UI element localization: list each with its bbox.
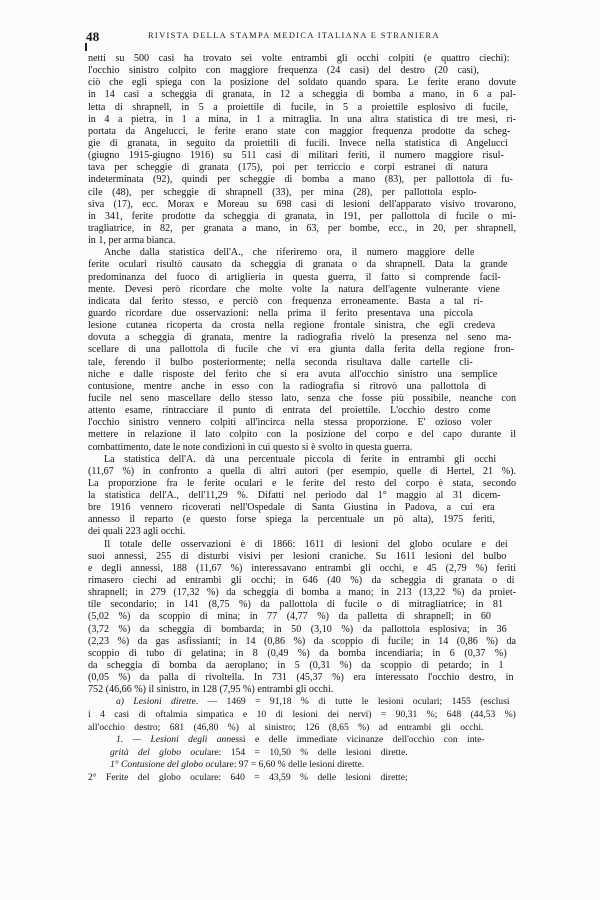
text-line: siva (17), ecc. Morax e Moreau su 698 casi di lesioni dell'apparato visivo trovarono, xyxy=(88,198,516,210)
text-line: (11,67 %) in confronto a quella di altri autori (per esempio, quelle di Hertel, 21 %). xyxy=(88,465,516,477)
text-line: combattimento, date le note condizioni in cui questo si è svolto in questa guerra. xyxy=(88,441,413,453)
text-line: tava per scheggie di granata (175), poi per terriccio e corpi estranei di natura xyxy=(88,162,488,174)
line-text: e. — 1469 = 91,18 % di tutte le lesioni oculari; 1455 (esclusi xyxy=(191,696,510,708)
text-line: lesione cutanea ricoperta da crosta nella regione frontale sinistra, che egli credeva xyxy=(88,320,496,332)
text-line: (3,72 %) da scheggia di bombarda; in 50 (3,10 %) da pallottola esplosiva; in 36 xyxy=(88,623,507,635)
text-line: shrapnell; in 279 (17,32 %) da scheggia di bomba a mano; in 213 (13,22 %) da proiet- xyxy=(88,587,516,599)
text-line: attento esame, rintracciare il punto di entrata del proiettile. L'occhio destro come xyxy=(88,405,491,417)
italic-heading: a) Lesioni dirett xyxy=(116,696,192,708)
text-line: letta di shrapnell, in 5 a proiettile di fucile, in 5 a proiettile esplosivo di fucile, xyxy=(88,101,509,113)
text-line: cile (48), per scheggie di shrapnell (33), per mina (28), per pallottola esplo- xyxy=(88,186,477,198)
text-line: Il totale delle osservazioni è di 1866: 1611 di lesioni del globo oculare e dei xyxy=(104,538,508,550)
text-line: da scheggia di bomba da aeroplano; in 5 (0,31 %) da scoppio di petardo; in 1 xyxy=(88,660,504,672)
text-line: (giugno 1915-giugno 1916) su 511 casi di militari feriti, il numero maggiore risul- xyxy=(88,150,504,162)
text-line: gie di granata, in seguito da proiettili di fucili. Invece nella statistica di Angelucci xyxy=(88,137,508,149)
text-line: tragliatrice, in 82, per granata a mano, in 63, per bombe, ecc., in 20, per shrapnell, xyxy=(88,222,516,234)
text-line: in 4 a pietra, in 1 a mina, in 1 a mitraglia. In una altra statistica di tre mesi, ri- xyxy=(88,113,516,125)
text-line: netti su 500 casi ha trovato sei volte entrambi gli occhi colpiti (e quattro ciechi): xyxy=(88,53,510,64)
text-line: 2° Ferite del globo oculare: 640 = 43,59 % delle lesioni dirette; xyxy=(88,772,408,784)
text-line: bre 1916 vennero ricoverati nell'Ospedale di Santa Giustina in Padova, a cui era xyxy=(88,502,495,514)
text-line xyxy=(88,734,516,747)
text-line: dei quali 223 agli occhi. xyxy=(88,526,186,538)
text-line: indicata dal ferito stesso, e perciò con frequenza erroneamente. Basta a tal ri- xyxy=(88,295,484,307)
text-line: dovuta a scheggia di granata, mentre la radiografia rivelò la presenza nel seno ma- xyxy=(88,332,512,344)
text-line: 752 (46,66 %) il sinistro, in 128 (7,95 %) entrambi gli occhi. xyxy=(88,684,334,696)
italic-heading: 1° Contusione del globo ocu xyxy=(110,759,220,771)
text-line: e degli annessi, 188 (11,67 %) interessavano entrambi gli occhi, e 45 (2,79 %) feriti xyxy=(88,562,516,574)
text-line: (5,02 %) da scoppio di mina; in 77 (4,77 %) da palletta di shrapnell; in 60 xyxy=(88,611,491,623)
running-head: RIVISTA DELLA STAMPA MEDICA ITALIANA E STRANIERA xyxy=(148,31,440,40)
text-line: mettere in relazione il lato colpito con la posizione del corpo e del capo durante il xyxy=(88,429,516,441)
text-line xyxy=(88,696,516,709)
line-text: are: 154 = 10,50 % delle lesioni dirette. xyxy=(206,746,408,758)
text-line: l'occhio sinistro colpito con maggiore frequenza (24 casi) del destro (20 casi), xyxy=(88,65,480,77)
text-line: guardo ricordare due osservazioni: nella prima il ferito presentava una piccola xyxy=(88,307,474,319)
text-line: indeterminata (92), quindi per scheggie di bomba a mano (83), per pallottola di fu- xyxy=(88,174,513,186)
text-line: in 341, ferite prodotte da scheggia di granata, in 191, per pallottola di fucile o mi- xyxy=(88,210,516,222)
text-line: mente. Devesi però ricordare che molte volte la natura dell'agente vulnerante viene xyxy=(88,283,500,295)
text-line: scellare di una pallottola di fucile che vi era giunta dalla ferita della regione fron- xyxy=(88,344,514,356)
text-line: rimasero ciechi ad entrambi gli occhi; in 646 (40 %) da scheggia di granata o di xyxy=(88,575,515,587)
text-line: predominanza del fuoco di artiglieria in questa guerra, il fatto si comprende facil- xyxy=(88,271,501,283)
text-line: ciò che egli spiega con la posizione del soldato quando spara. Le ferite erano dovute xyxy=(88,77,516,89)
line-text: lare: 97 = 6,60 % delle lesioni dirette. xyxy=(219,759,365,771)
body-text xyxy=(88,53,516,785)
text-line xyxy=(88,747,516,760)
text-line: la statistica dell'A., dell'11,29 %. Difatti nel periodo dal 1° maggio al 31 dicem- xyxy=(88,490,501,502)
margin-mark xyxy=(85,43,87,51)
text-line: in 14 casi a scheggia di granata, in 12 a scheggia di bomba a mano, in 6 a pal- xyxy=(88,89,516,101)
text-line: in 1, per arma bianca. xyxy=(88,235,176,247)
text-line: contusione, mentre anche in esso con la radiografia si ritrovò una pallottola di xyxy=(88,380,487,392)
text-line: La proporzione fra le ferite oculari e le ferite del resto del corpo è stata, secondo xyxy=(88,477,516,489)
text-line: niche e dalle risposte del ferito che si era avuta all'occhio sinistro una semplice xyxy=(88,368,498,380)
text-line: i 4 casi di oftalmia simpatica e 10 di lesioni dei nervi) = 90,31 %; 648 (44,53 %) xyxy=(88,709,516,721)
text-line: fucile nel seno mascellare dello stesso lato, senza che fosse più possibile, neanche con xyxy=(88,392,516,404)
text-line: tile secondario; in 141 (8,75 %) da pallottola di fucile o di mitragliatrice; in 81 xyxy=(88,599,504,611)
text-line: Anche dalla statistica dell'A., che riferiremo ora, il numero maggiore delle xyxy=(104,247,475,259)
text-line xyxy=(88,759,516,772)
text-line: scoppio di tubo di gelatina; in 8 (0,49 %) da bomba incendiaria; in 6 (0,37 %) xyxy=(88,647,507,659)
text-line: (2,23 %) da gas asfissianti; in 14 (0,86 %) da scoppio di fucile; in 14 (0,86 %) da xyxy=(88,635,516,647)
page-header xyxy=(86,29,526,45)
text-line: annesso il reparto (e questo forse spiega la percentuale un pò alta), 1975 feriti, xyxy=(88,514,495,526)
italic-heading: 1. — Lesioni degli ann xyxy=(116,734,232,746)
text-line: portata da Angelucci, le ferite erano state con maggior frequenza prodotte da scheg- xyxy=(88,125,511,137)
text-line: suoi annessi, 255 di disturbi visivi per lesioni craniche. Su 1611 lesioni del bulbo xyxy=(88,550,507,562)
text-line: l'occhio sinistro vennero colpiti all'incirca nella stessa proporzione. E' ozioso voler xyxy=(88,417,492,429)
text-line: ferite oculari risultò causato da scheggia di granata o da shrapnell. Data la grande xyxy=(88,259,508,271)
text-line: all'occhio destro; 681 (46,80 %) al sinistro; 126 (8,65 %) ad entrambi gli occhi. xyxy=(88,721,484,733)
text-line: tale, ferendo il bulbo posteriormente; nella seconda risultava dalle cartelle cli- xyxy=(88,356,473,368)
italic-heading: grità del globo ocul xyxy=(110,746,207,758)
text-line: La statistica dell'A. dà una percentuale piccola di ferite in entrambi gli occhi xyxy=(104,453,497,465)
text-line: (0,05 %) da palla di rivoltella. In 731 (45,37 %) era interessato l'occhio destro, in xyxy=(88,672,514,684)
page-number: 48 xyxy=(86,29,100,44)
line-text: essi e delle immediate vicinanze dell'occhio con inte- xyxy=(231,734,485,746)
